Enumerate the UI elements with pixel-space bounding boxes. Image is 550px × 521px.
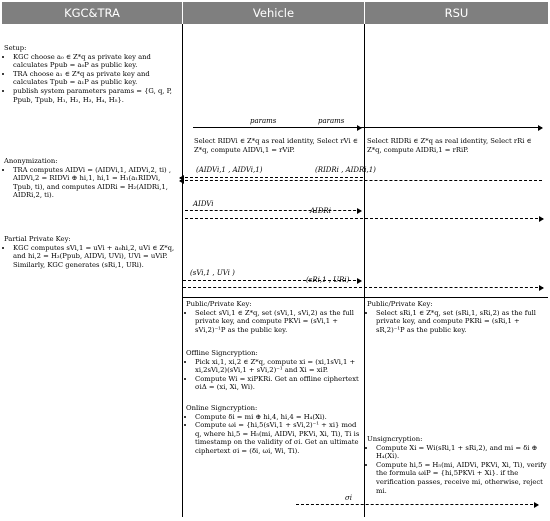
vehicle-key-title: Public/Private Key:	[186, 300, 252, 308]
setup-block	[4, 44, 180, 104]
anonymization-title: Anonymization:	[4, 157, 58, 165]
vehicle-select: Select RIDVi ∈ Z*q as real identity, Select rVi ∈ Z*q, compute AIDVi,1 = rViP.	[194, 137, 358, 154]
anonymization-item: • TRA computes AIDVi = (AIDVi,1, AIDVi,2, ti) , AIDVi,2 = RIDVi ⊕ hi,1, hi,1 = H₁(a₁RIDVi, Tpub, ti), and computes AIDRi = H₂(AIDRi,1, AIDRi,2, ti).	[13, 166, 180, 200]
rid-r-arrow	[180, 180, 542, 181]
unsign-item: • Compute Xi = Wi(sRi,1 + sRi,2), and mi = δi ⊕ H₄(Xi).	[376, 444, 547, 461]
unsign-block	[367, 435, 547, 495]
params-arrow-2	[280, 127, 542, 128]
partial-key-title: Partial Private Key:	[4, 235, 71, 243]
vehicle-key-block	[186, 300, 362, 334]
vehicle-key-item: • Select sVi,1 ∈ Z*q, set (sVi,1, sVi,2) as the full private key, and compute PKVi = (sVi,1 + sVi,2)⁻¹P as the public key.	[195, 309, 362, 335]
rsu-key-block	[367, 300, 547, 334]
offline-title: Offline Signcryption:	[186, 349, 258, 357]
setup-item: • TRA choose a₁ ∈ Z*q as private key and calculates Tpub = a₁P as public key.	[13, 70, 180, 87]
s-v-label: (sVi,1 , UVi )	[190, 269, 235, 277]
aid-vi-label: AIDVi	[193, 200, 214, 208]
online-title: Online Signcryption:	[186, 404, 258, 412]
setup-item: • KGC choose a₀ ∈ Z*q as private key and calculates Ppub = a₀P as public key.	[13, 53, 180, 70]
rsu-key-item: • Select sRi,1 ∈ Z*q, set (sRi,1, sRi,2) as the full private key, and compute PKRi = (sRi,1 + sR,2)⁻¹P as the public key.	[376, 309, 547, 335]
section-divider	[183, 297, 548, 298]
sigma-arrow	[296, 504, 538, 505]
s-r-label: (sRi,1 , URi)	[306, 276, 350, 284]
offline-item: • Pick xi,1, xi,2 ∈ Z*q, compute xi = (xi,1sVi,1 + xi,2sVi,2)(sVi,1 + sVi,2)⁻¹ and Xi = xiP.	[195, 358, 362, 375]
header-rsu: RSU	[365, 2, 548, 24]
aid-ri-label: AIDRi	[310, 207, 331, 215]
online-block	[186, 404, 362, 456]
setup-title: Setup:	[4, 44, 27, 52]
sigma-label: σi	[345, 494, 353, 502]
offline-item: • Compute Wi = xiPKRi. Get an offline ciphertext σiΔ = (xi, Xi, Wi).	[195, 375, 362, 392]
rid-r-label: (RIDRi , AIDRi,1)	[315, 166, 376, 174]
setup-item: • publish system parameters params = {G, q, P, Ppub, Tpub, H₁, H₂, H₃, H₄, H₅}.	[13, 87, 180, 104]
aid-v-arrow	[180, 177, 363, 178]
unsign-item: • Compute hi,5 = H₅(mi, AIDVi, PKVi, Xi, Ti), verify the formula ωiP = {hi,5PKVi + Xi}. if the verification passes, receive mi, otherwise, reject mi.	[376, 461, 547, 495]
params-label-1: params	[250, 117, 277, 125]
unsign-title: Unsigncryption:	[367, 435, 423, 443]
header-vehicle: Vehicle	[183, 2, 364, 24]
aid-vi-arrow	[185, 210, 361, 211]
offline-block	[186, 349, 362, 392]
online-item: • Compute ωi = {hi,5(sVi,1 + sVi,2)⁻¹ + xi} mod q, where hi,5 = H₅(mi, AIDVi, PKVi, Xi, Ti), Ti is timestamp on the validity of σi. Get an ultimate ciphertext σi = (δi, ωi, Wi, Ti).	[195, 421, 362, 455]
partial-key-block	[4, 235, 180, 269]
partial-key-item: • KGC computes sVi,1 = uVi + a₀hi,2, uVi ∈ Z*q, and hi,2 = H₃(Ppub, AIDVi, UVi), UVi = uViP. Similarly, KGC generates (sRi,1, URi).	[13, 244, 180, 270]
aid-v-label: (AIDVi,1 , AIDVi,1)	[196, 166, 263, 174]
s-r-arrow	[183, 287, 543, 288]
params-label-2: params	[318, 117, 345, 125]
header-kgc: KGC&TRA	[2, 2, 182, 24]
rsu-key-title: Public/Private Key:	[367, 300, 433, 308]
divider-kgc-vehicle	[182, 24, 183, 517]
online-item: • Compute δi = mi ⊕ hi,4, hi,4 = H₄(Xi).	[195, 413, 362, 422]
rsu-select: Select RIDRi ∈ Z*q as real identity, Select rRi ∈ Z*q, compute AIDRi,1 = rRiP.	[367, 137, 532, 154]
aid-ri-arrow	[185, 218, 543, 219]
anonymization-block	[4, 157, 180, 200]
